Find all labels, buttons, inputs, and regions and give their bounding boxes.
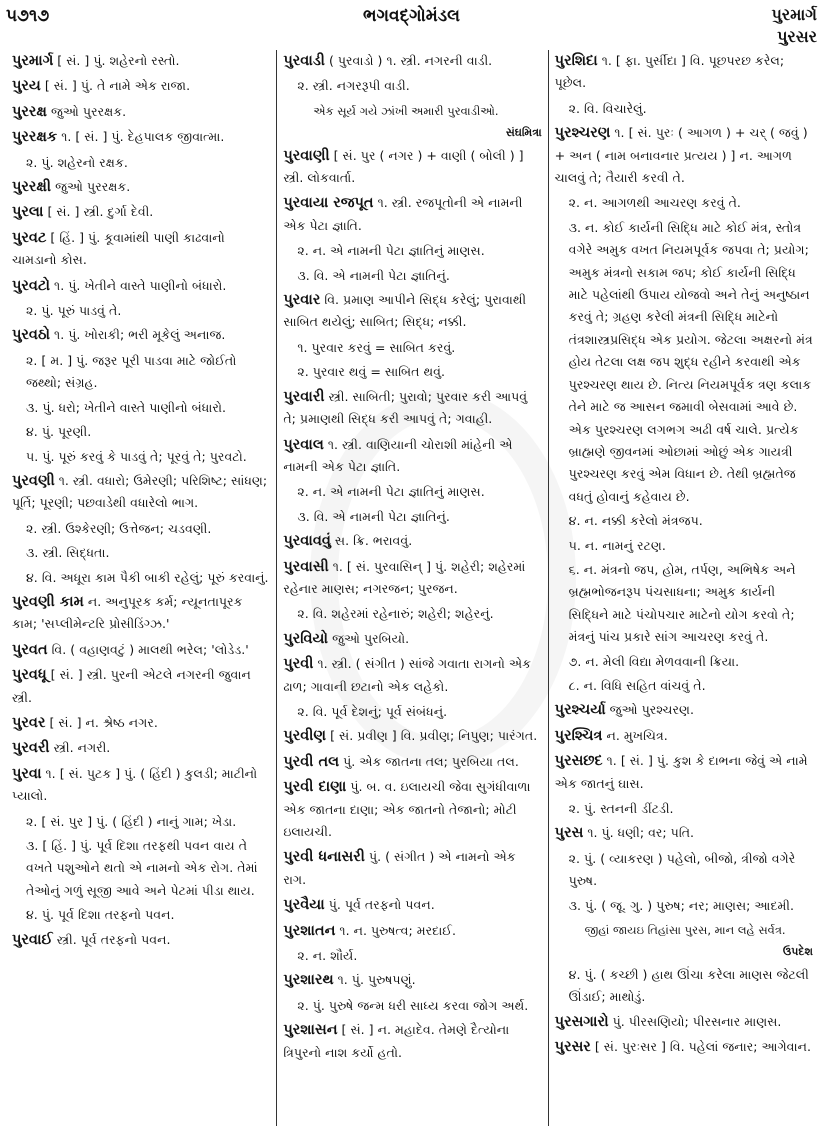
entry-headword: પુરવિયો — [283, 630, 329, 647]
entry-headword: પુરરક્ષી — [12, 179, 52, 196]
entry-definition: ૧. [ ફા. પુર્સીદા ] વિ. પૂછપરછ કરેલ; પૂછેલ. — [554, 53, 785, 91]
entry-headword: પુરશ્ચરણ — [554, 125, 611, 142]
entry-subsense: ૪. વિ. અધૂરા કામ પૈકી બાકી રહેલું; પૂરું કરવાનું. — [26, 569, 269, 585]
entry-subsense: ૨. પું. સ્તનની ડીંટડી. — [568, 801, 674, 816]
dictionary-entry — [555, 822, 813, 844]
dictionary-entry — [12, 176, 270, 198]
entry-headword: પુરશ્ચિત્ર — [554, 727, 603, 744]
guide-words — [771, 4, 817, 48]
entry-subsense: ૨. સ્ત્રી. ઉશ્કેરણી; ઉત્તેજન; ચડવણી. — [26, 520, 212, 536]
entry-headword: પુરરક્ષક — [12, 129, 58, 146]
dictionary-entry — [12, 201, 270, 223]
entry-headword: પુરવત — [12, 641, 48, 658]
dictionary-entry — [12, 664, 270, 709]
entry-headword: પુરવી દાણા — [283, 779, 347, 796]
entry-headword: પુરવણી કામ — [12, 593, 84, 610]
entry-headword: પુરવારી — [283, 388, 325, 405]
entry-headword: પુરવાણી — [283, 147, 330, 164]
dictionary-entry — [12, 639, 270, 661]
dictionary-entry — [555, 122, 813, 189]
entry-definition: ૧. પું. ધણી; વર; પતિ. — [587, 825, 695, 841]
dictionary-entry — [283, 530, 541, 552]
dictionary-columns — [6, 50, 819, 1126]
entry-subsense: ૩. વિ. એ નામની પેટા જ્ઞાતિનું. — [297, 508, 450, 524]
entry-headword: પુરરક્ષ — [12, 103, 47, 120]
entry-definition: પું. ( સંગીત ) એ નામનો એક રાગ. — [283, 849, 516, 887]
entry-definition: ૧. [ સં. ] પું. દેહપાલક જીવાત્મા. — [61, 129, 225, 145]
entry-headword: પુરવાર — [283, 292, 321, 309]
entry-definition: ૧. સ્ત્રી. વાણિયાની ચોરાશી માંહેની એ નામની એક પેટા જ્ઞાતિ. — [283, 436, 513, 474]
entry-definition: ૧. [ સં. પુટક ] પું. ( હિંદી ) કુલડી; માટીનો પ્યાલો. — [12, 765, 258, 804]
dictionary-entry — [555, 50, 813, 95]
entry-headword: પુરશાસન — [283, 1022, 338, 1039]
entry-subsense: ૨. પું. પૂરું પાડવું તે. — [26, 303, 122, 319]
entry-subsense: ૨. સ્ત્રી. નગરરૂપી વાડી. — [297, 78, 410, 94]
entry-subsense: ૬. ન. મંત્રનો જપ, હોમ, તર્પણ, અભિષેક અને બ્રહ્મભોજનરૂપ પંચસાધના; અમુક કાર્યની સિદ્ધિને માટે પંચોપચાર માટેનો યોગ કરવો તે; મંત્રનું પાંચ પ્રકારે સાંગ આચરણ કરવું તે. — [568, 561, 796, 645]
entry-headword: પુરવણી — [12, 472, 55, 489]
dictionary-entry — [12, 470, 270, 515]
dictionary-entry — [283, 653, 541, 698]
dictionary-entry — [283, 920, 541, 942]
dictionary-entry — [12, 275, 270, 297]
entry-subsense: ૩. પું. ( જૂ. ગુ. ) પુરુષ; નર; માણસ; આદમી. — [568, 897, 794, 913]
entry-headword: પુરવૈયા — [283, 897, 325, 914]
entry-headword: પુરવી તલ — [283, 753, 340, 770]
dictionary-entry — [12, 50, 270, 72]
entry-quotation: જીહાં જાયઇ તિહાંસા પુરસ, માન લહે સર્વત્ર. — [584, 923, 786, 938]
dictionary-entry — [283, 145, 541, 190]
dictionary-entry — [12, 324, 270, 346]
entry-definition: પું. એક જાતના તલ; પુરબિયા તલ. — [343, 753, 519, 769]
entry-definition: [ સં. ] ન. શ્રેષ્ઠ નગર. — [49, 714, 158, 730]
quotation-source: સંઘમિત્રા — [505, 126, 542, 140]
entry-definition: [ સં. ] પું. તે નામે એક રાજા. — [44, 78, 191, 94]
dictionary-entry — [12, 101, 270, 123]
dictionary-entry — [12, 763, 270, 808]
entry-definition: [ સં. પુરઃસર ] વિ. પહેલાં જનાર; આગેવાન. — [594, 1039, 811, 1055]
entry-subsense: ૪. પું. ( કચ્છી ) હાથ ઊંચા કરેલા માણસ જેટલી ઊંડાઈ; માથોડું. — [568, 966, 809, 1005]
entry-headword: પુરસગારો — [554, 1013, 609, 1030]
dictionary-entry — [12, 737, 270, 759]
dictionary-entry — [283, 50, 541, 72]
entry-headword: પુરવી ધનાસરી — [283, 849, 365, 866]
entry-headword: પુરસ — [554, 825, 584, 842]
entry-subsense: ૨. વિ. પૂર્વ દેશનું; પૂર્વ સંબંધનું. — [297, 703, 448, 719]
entry-definition: પું. પૂર્વ તરફનો પવન. — [328, 897, 435, 913]
entry-headword: પુરમાર્ગ — [12, 53, 54, 69]
page-header — [6, 4, 817, 50]
entry-definition: જુઓ પુરરક્ષક. — [50, 103, 127, 119]
entry-subsense: ૫. પું. પૂરું કરવું કે પાડવું તે; પૂરવું તે; પુરવટો. — [26, 448, 247, 464]
dictionary-entry — [12, 126, 270, 148]
dictionary-entry — [283, 776, 541, 843]
entry-headword: પુરવાયા રજપૂત — [283, 195, 374, 212]
entry-subsense: ૨. [ સં. પુર ] પું. ( હિંદી ) નાનું ગામ; ખેડા. — [26, 813, 237, 829]
entry-subsense: ૨. ન. એ નામની પેટા જ્ઞાતિનું માણસ. — [297, 243, 485, 259]
entry-definition: ૧. [ સં. પુરઃ ( આગળ ) + ચર્ ( જવું ) + અન ( નામ બનાવનાર પ્રત્યય ) ] ન. આગળ ચાલવું તે; તૈયારી કરવી તે. — [554, 125, 808, 186]
quotation-source: ઉપદેશ — [782, 945, 813, 959]
entry-headword: પુરવધૂ — [12, 667, 47, 684]
entry-quotation: એક સૂર્ય ગયે ઝાંખી અમારી પુરવાડીઓ. — [313, 103, 499, 118]
entry-definition: પું. બ. વ. ઇલાયચી જેવા સુગંધીવાળા એક જાતના દાણા; એક જાતનો તેજાનો; મોટી ઇલાયચી. — [283, 779, 531, 839]
dictionary-entry — [283, 969, 541, 991]
dictionary-entry — [283, 289, 541, 334]
entry-subsense: ૫. ન. નામનું રટણ. — [568, 537, 666, 553]
entry-definition: ૧. સ્ત્રી. વધારો; ઉમેરણી; પરિશિષ્ટ; સાંધણ; પૂર્તિ; પૂરણી; પછવાડેથી વધારેલો ભાગ. — [12, 472, 268, 511]
entry-subsense: ૪. પું. પૂર્વ દિશા તરફનો પવન. — [26, 907, 175, 923]
entry-headword: પુરવાસી — [283, 558, 329, 575]
entry-subsense: ૩. સ્ત્રી. સિદ્ધતા. — [26, 545, 110, 561]
entry-subsense: ૩. વિ. એ નામની પેટા જ્ઞાતિનું. — [297, 267, 450, 283]
entry-subsense: ૨. ન. શૌર્ય. — [297, 948, 358, 964]
entry-subsense: ૨. પું. ( વ્યાકરણ ) પહેલો, બીજો, ત્રીજો વગેરે પુરુષ. — [568, 850, 796, 889]
dictionary-entry — [283, 725, 541, 747]
entry-headword: પુરવટ — [12, 229, 47, 246]
dictionary-entry — [12, 75, 270, 97]
column-1 — [6, 50, 276, 1126]
entry-definition: જુઓ પુરરક્ષક. — [55, 179, 131, 195]
dictionary-entry — [555, 1036, 813, 1058]
entry-definition: ( પુરવાડો ) ૧. સ્ત્રી. નગરની વાડી. — [328, 53, 493, 68]
entry-definition: [ સં. ] ન. મહાદેવ. તેમણે દૈત્યોના ત્રિપુરનો નાશ કર્યો હતો. — [283, 1022, 510, 1060]
dictionary-entry — [283, 556, 541, 601]
entry-subsense: ૮. ન. વિધિ સહિત વાંચવું તે. — [568, 677, 706, 693]
entry-subsense: ૨. વિ. શહેરમાં રહેનારું; શહેરી; શહેરનું. — [297, 606, 494, 622]
dictionary-entry — [283, 751, 541, 773]
entry-headword: પુરસર — [554, 1039, 591, 1056]
entry-definition: વિ. પ્રમાણ આપીને સિદ્ધ કરેલું; પુરાવાથી સાબિત થયેલું; સાબિત; સિદ્ધ; નક્કી. — [283, 292, 527, 330]
dictionary-entry — [555, 750, 813, 795]
dictionary-entry — [555, 1011, 813, 1033]
entry-headword: પુરશિદા — [554, 53, 598, 69]
dictionary-entry — [555, 725, 813, 747]
entry-headword: પુરવાડી — [283, 53, 325, 69]
entry-headword: પુરવટો — [12, 277, 51, 294]
entry-subsense: ૨. ન. એ નામની પેટા જ્ઞાતિનું માણસ. — [297, 484, 485, 500]
entry-definition: જુઓ પુરશ્ચરણ. — [609, 702, 694, 718]
book-title: ભગવદ્ગોમંડલ — [363, 6, 460, 26]
entry-headword: પુરવાલ — [283, 436, 324, 453]
dictionary-entry — [555, 699, 813, 721]
entry-definition: પું. પીરસણિયો; પીરસનાર માણસ. — [612, 1013, 782, 1029]
entry-subsense: ૨. [ મ. ] પું. જરૂર પૂરી પાડવા માટે જોઈતો જથ્થો; સંગ્રહ. — [26, 352, 237, 391]
dictionary-entry — [283, 386, 541, 431]
entry-headword: પુરશારથ — [283, 972, 334, 989]
entry-definition: [ સં. ] સ્ત્રી. પુરની એટલે નગરની જુવાન સ્ત્રી. — [12, 667, 251, 705]
entry-definition: [ સં. પ્રવીણ ] વિ. પ્રવીણ; નિપુણ; પારંગત. — [330, 728, 538, 744]
guide-word-last: પુરસર — [777, 27, 817, 46]
dictionary-entry — [283, 628, 541, 650]
entry-headword: પુરવા — [12, 765, 42, 782]
dictionary-entry — [283, 192, 541, 237]
entry-definition: ૧. સ્ત્રી. રજપૂતોની એ નામની એક પેટા જ્ઞાતિ. — [283, 195, 523, 233]
entry-subsense: ૨. પું. શહેરનો રક્ષક. — [26, 154, 128, 170]
entry-definition: ન. મુખચિત્ર. — [606, 727, 668, 743]
dictionary-entry — [283, 1019, 541, 1064]
entry-headword: પુરવાઈ — [12, 931, 53, 948]
column-2 — [276, 50, 547, 1126]
entry-subsense: ૨. પુરવાર થવું = સાબિત થવું. — [297, 364, 446, 380]
entry-definition: [ સં. પુર ( નગર ) + વાણી ( બોલી ) ] સ્ત્રી. લોકવાર્તા. — [283, 147, 524, 186]
dictionary-entry — [283, 846, 541, 891]
entry-definition: સ્ત્રી. પૂર્વ તરફનો પવન. — [56, 931, 171, 947]
entry-headword: પુરશાતન — [283, 922, 336, 939]
entry-subsense: ૪. પું. પૂરણી. — [26, 424, 92, 440]
entry-subsense: ૧. પુરવાર કરવું = સાબિત કરવું. — [297, 339, 456, 355]
entry-subsense: ૭. ન. મેલી વિદ્યા મેળવવાની ક્રિયા. — [568, 653, 740, 669]
entry-definition: સ્ત્રી. નગરી. — [53, 740, 111, 756]
dictionary-entry — [12, 712, 270, 734]
entry-definition: ૧. પું. ખેતીને વાસ્તે પાણીનો બંધારો. — [54, 277, 227, 293]
entry-definition: ૧. [ સં. પુરવાસિન્ ] પું. શહેરી; શહેરમાં રહેનાર માણસ; નગરજન; પુરજન. — [283, 558, 526, 596]
dictionary-entry — [283, 434, 541, 479]
entry-definition: ૧. પું. પુરુષપણું. — [337, 972, 416, 988]
guide-word-first: પુરમાર્ગ — [771, 5, 817, 24]
entry-headword: પુરવરી — [12, 740, 50, 757]
entry-headword: પુરવાવવું — [283, 533, 331, 550]
entry-headword: પુરવીણ — [283, 728, 327, 745]
entry-definition: [ સં. ] પું. શહેરનો રસ્તો. — [57, 53, 180, 68]
entry-definition: [ સં. ] સ્ત્રી. દુર્ગા દેવી. — [47, 204, 154, 220]
dictionary-entry — [12, 929, 270, 951]
entry-subsense: ૩. ન. કોઈ કાર્યની સિદ્ધિ માટે કોઈ મંત્ર, સ્તોત્ર વગેરે અમુક વખત નિયમપૂર્વક જપવા તે; પ્રયોગ; અમુક મંત્રનો સકામ જપ; કોઈ કાર્યની સિદ્ધિ માટે પહેલાંથી ઉપાય યોજવો અને તેનું અનુષ્ઠાન કરવું તે; ગ્રહણ કરેલી મંત્રની સિદ્ધિ માટેનો તંત્રશાસ્ત્રપ્રસિદ્ધ એક પ્રયોગ. જેટલા અક્ષરનો મંત્ર હોય તેટલા લક્ષ જપ શુદ્ધ રહીને કરવાથી એક પુરશ્ચરણ થાય છે. નિત્ય નિયમપૂર્વક ત્રણ કલાક તેને માટે જ આસન જમાવી બેસવામાં આવે છે. એક પુરશ્ચરણ લગભગ અઢી વર્ષ ચાલે. પ્રત્યેક બ્રાહ્મણે જીવનમાં ઓછામાં ઓછું એક ગાયત્રી પુરશ્ચરણ કરવું એમ વિધાન છે. તેથી બ્રહ્મતેજ વધતું હોવાનું કહેવાય છે. — [568, 219, 813, 504]
dictionary-entry — [283, 894, 541, 916]
entry-subsense: ૨. વિ. વિચારેલું. — [568, 100, 647, 116]
entry-subsense: ૩. પું. ધરો; ખેતીને વાસ્તે પાણીનો બંધારો. — [26, 399, 227, 415]
entry-headword: પુરવર — [12, 714, 46, 731]
page-number: ૫૭૧૭ — [6, 6, 50, 26]
entry-headword: પુરવી — [283, 656, 314, 673]
entry-definition: સ. ક્રિ. ભરાવવું. — [334, 533, 413, 549]
entry-definition: [ હિં. ] પું. કૂવામાંથી પાણી કાઢવાનો ચામડાનો કોસ. — [12, 229, 225, 268]
entry-definition: ૧. પું. ખોરાકી; ભરી મૂકેલું અનાજ. — [54, 327, 226, 343]
entry-definition: ૧. ન. પુરુષત્વ; મરદાઈ. — [339, 922, 457, 938]
entry-definition: ૧. સ્ત્રી. ( સંગીત ) સાંજે ગવાતા રાગનો એક ઢાળ; ગાવાની છટાનો એક લહેકો. — [283, 656, 532, 694]
entry-headword: પુરવઠો — [12, 327, 51, 344]
entry-definition: વિ. ( વહાણવટું ) માલથી ભરેલ; 'લોડેડ.' — [51, 641, 249, 657]
entry-definition: જુઓ પુરબિયો. — [332, 630, 410, 646]
entry-headword: પુરલા — [12, 204, 44, 221]
entry-headword: પુરસછદ — [554, 753, 603, 770]
entry-definition: ૧. [ સં. ] પું. કુશ કે દાભના જેવું એ નામે એક જાતનું ઘાસ. — [554, 753, 808, 791]
dictionary-entry — [12, 591, 270, 636]
entry-subsense: ૨. ન. આગળથી આચરણ કરવું તે. — [568, 195, 741, 211]
entry-subsense: ૨. પું. પુરુષે જન્મ ધરી સાધ્ય કરવા જોગ અર્થ. — [297, 997, 529, 1013]
entry-definition: ન. અનુપૂરક કર્મ; ન્યૂનતાપૂરક કામ; 'સપ્લીમેન્ટરિ પ્રોસીડિંગ્ઝ.' — [12, 593, 243, 632]
column-3 — [548, 50, 819, 1126]
dictionary-entry — [12, 227, 270, 272]
entry-subsense: ૪. ન. નક્કી કરેલો મંત્રજપ. — [568, 513, 703, 529]
entry-subsense: ૩. [ હિં. ] પું. પૂર્વ દિશા તરફથી પવન વાય તે વખતે પશુઓને થતો એ નામનો એક રોગ. તેમાં તેઓનું ગળું સૂજી આવે અને પેટમાં પીડા થાય. — [26, 838, 258, 898]
entry-headword: પુરશ્ચર્યા — [554, 702, 606, 719]
entry-headword: પુરય — [12, 78, 41, 95]
entry-definition: સ્ત્રી. સાબિતી; પુરાવો; પુરવાર કરી આપવું તે; પ્રમાણથી સિદ્ધ કરી આપવું તે; ગવાહી. — [283, 388, 528, 427]
